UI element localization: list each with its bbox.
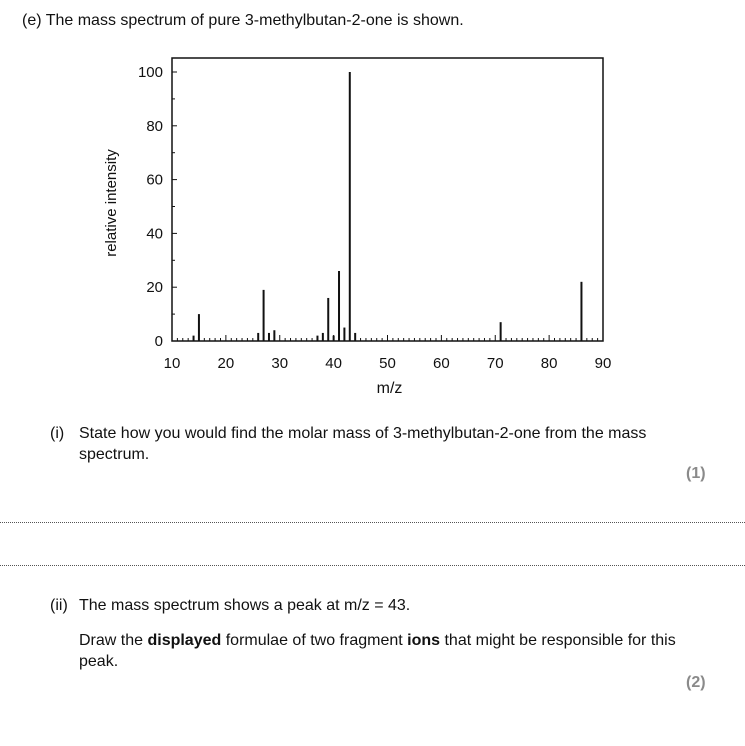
x-tick-label: 40 [325, 355, 342, 372]
answer-line-1[interactable] [0, 522, 745, 523]
plot-frame [172, 58, 603, 341]
part-ii-marks: (2) [686, 674, 706, 691]
y-tick-label: 40 [146, 225, 163, 243]
x-tick-label: 60 [433, 355, 450, 372]
x-tick-label: 70 [486, 355, 504, 372]
y-tick-label: 80 [146, 117, 163, 135]
part-ii-instruction-b: displayed [147, 632, 222, 649]
part-i-label: (i) [50, 425, 65, 442]
x-tick-label: 50 [379, 355, 396, 372]
x-tick-label: 20 [217, 355, 235, 372]
x-axis-label: m/z [376, 380, 403, 397]
part-ii-text: The mass spectrum shows a peak at m/z = 43. [79, 597, 411, 614]
y-tick-label: 0 [154, 333, 163, 350]
part-ii-instruction-a: Draw the [79, 632, 148, 649]
part-ii-instruction-d: ions [407, 632, 441, 649]
y-tick-label: 100 [137, 64, 163, 81]
plot-area [103, 58, 611, 397]
x-tick-label: 90 [594, 355, 612, 372]
x-tick-label: 80 [540, 355, 558, 372]
part-i-marks: (1) [686, 465, 706, 482]
part-ii-label: (ii) [50, 597, 68, 614]
question-intro: (e) The mass spectrum of pure 3-methylbutan-2-one is shown. [22, 12, 464, 29]
x-tick-label: 10 [163, 355, 181, 372]
y-tick-label: 20 [146, 279, 163, 297]
y-tick-label: 60 [146, 171, 163, 189]
part-i-text: State how you would find the molar mass of 3-methylbutan-2-one from the mass spectrum. [79, 425, 647, 463]
part-ii-instruction [79, 630, 689, 672]
answer-line-2[interactable] [0, 565, 745, 566]
part-ii-instruction-e: that might be responsible for this peak. [79, 632, 676, 670]
part-ii-instruction-c: formulae of two fragment [221, 632, 408, 649]
y-axis-label: relative intensity [103, 149, 120, 257]
x-tick-label: 30 [271, 355, 289, 372]
